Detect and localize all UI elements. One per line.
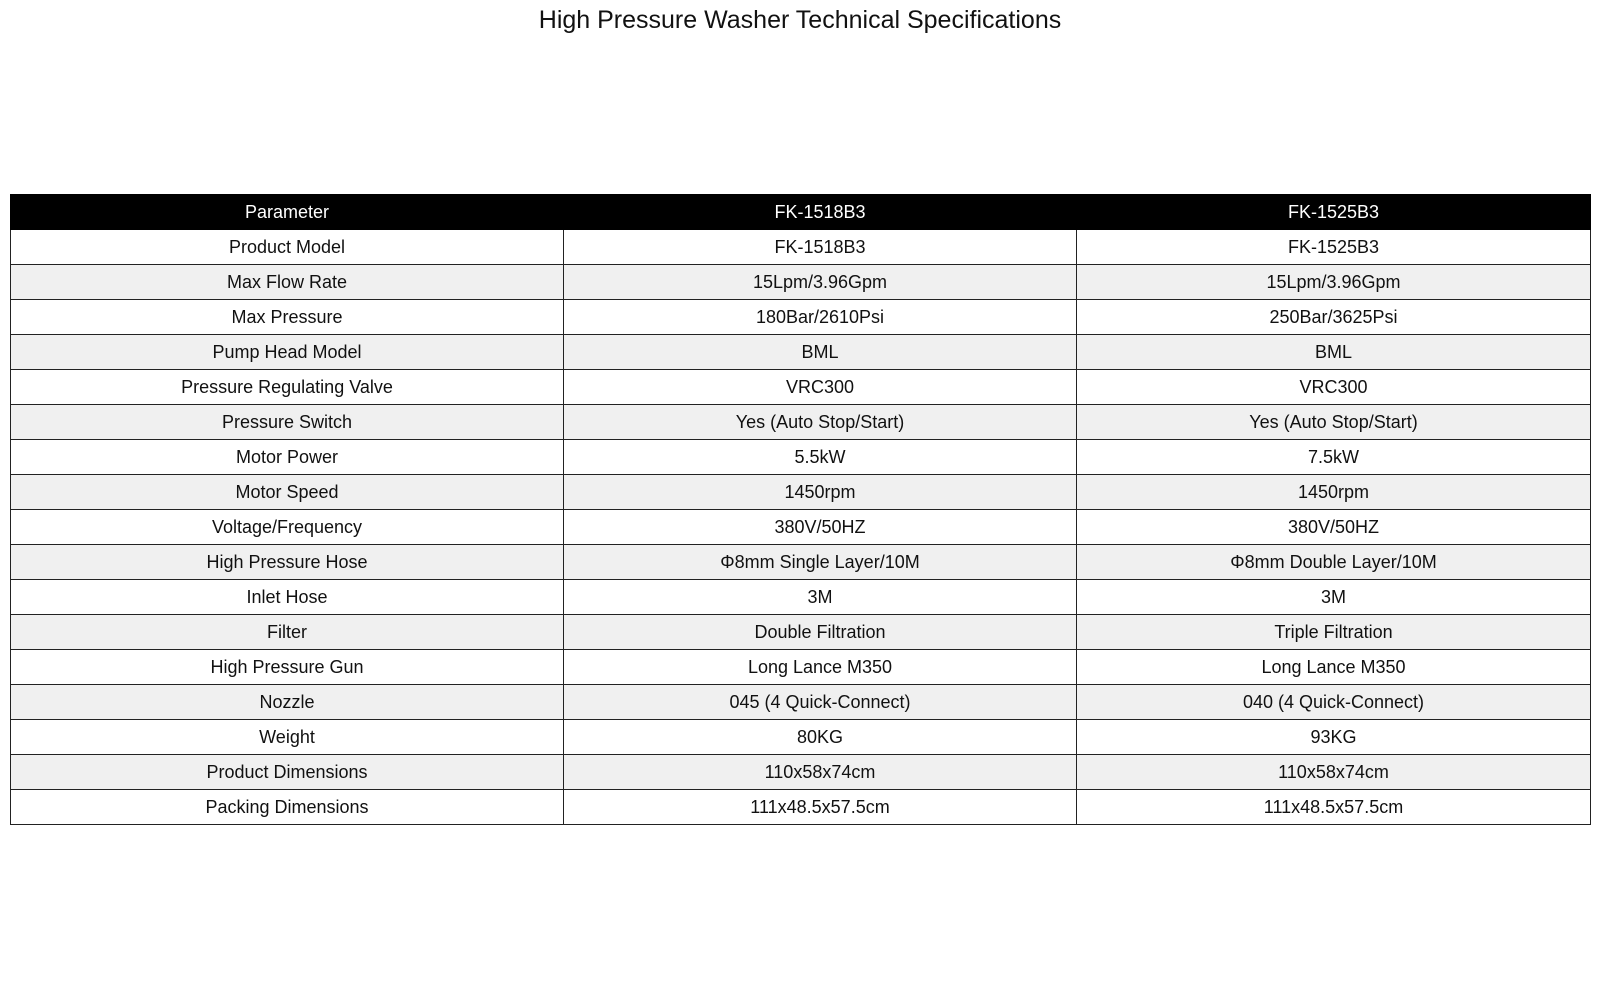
table-row (11, 265, 1591, 300)
cell-parameter: Max Flow Rate (11, 265, 564, 300)
cell-model-2: FK-1525B3 (1077, 230, 1591, 265)
table-row (11, 545, 1591, 580)
cell-parameter: Max Pressure (11, 300, 564, 335)
cell-parameter: High Pressure Gun (11, 650, 564, 685)
cell-parameter: Inlet Hose (11, 580, 564, 615)
cell-model-2: 250Bar/3625Psi (1077, 300, 1591, 335)
cell-model-1: Long Lance M350 (564, 650, 1077, 685)
cell-model-2: BML (1077, 335, 1591, 370)
cell-model-1: 045 (4 Quick-Connect) (564, 685, 1077, 720)
table-row (11, 405, 1591, 440)
cell-model-1: Yes (Auto Stop/Start) (564, 405, 1077, 440)
cell-model-2: 3M (1077, 580, 1591, 615)
cell-model-1: 3M (564, 580, 1077, 615)
table-row (11, 300, 1591, 335)
cell-parameter: Motor Power (11, 440, 564, 475)
table-row (11, 790, 1591, 825)
cell-parameter: Nozzle (11, 685, 564, 720)
cell-model-2: Triple Filtration (1077, 615, 1591, 650)
cell-model-2: Yes (Auto Stop/Start) (1077, 405, 1591, 440)
cell-model-1: 15Lpm/3.96Gpm (564, 265, 1077, 300)
table-row (11, 685, 1591, 720)
cell-model-1: 5.5kW (564, 440, 1077, 475)
table-row (11, 510, 1591, 545)
header-model-2: FK-1525B3 (1077, 195, 1591, 230)
cell-model-2: 1450rpm (1077, 475, 1591, 510)
table-row (11, 755, 1591, 790)
cell-model-1: 110x58x74cm (564, 755, 1077, 790)
cell-model-1: 180Bar/2610Psi (564, 300, 1077, 335)
header-model-1: FK-1518B3 (564, 195, 1077, 230)
table-body (11, 230, 1591, 825)
cell-parameter: High Pressure Hose (11, 545, 564, 580)
cell-model-1: Φ8mm Single Layer/10M (564, 545, 1077, 580)
cell-model-2: 110x58x74cm (1077, 755, 1591, 790)
cell-parameter: Product Dimensions (11, 755, 564, 790)
table-row (11, 230, 1591, 265)
table-header-row (11, 195, 1591, 230)
cell-model-1: 111x48.5x57.5cm (564, 790, 1077, 825)
cell-model-2: 93KG (1077, 720, 1591, 755)
cell-model-2: VRC300 (1077, 370, 1591, 405)
header-parameter: Parameter (11, 195, 564, 230)
cell-parameter: Motor Speed (11, 475, 564, 510)
cell-parameter: Weight (11, 720, 564, 755)
table-row (11, 475, 1591, 510)
cell-model-1: Double Filtration (564, 615, 1077, 650)
table-row (11, 370, 1591, 405)
cell-model-2: 380V/50HZ (1077, 510, 1591, 545)
page-title: High Pressure Washer Technical Specifications (538, 6, 1062, 34)
cell-model-2: Φ8mm Double Layer/10M (1077, 545, 1591, 580)
table-row (11, 650, 1591, 685)
cell-model-1: 1450rpm (564, 475, 1077, 510)
table-row (11, 615, 1591, 650)
cell-parameter: Packing Dimensions (11, 790, 564, 825)
cell-model-1: VRC300 (564, 370, 1077, 405)
table-row (11, 335, 1591, 370)
spec-table (10, 194, 1591, 825)
cell-parameter: Pressure Switch (11, 405, 564, 440)
table-row (11, 720, 1591, 755)
cell-parameter: Pressure Regulating Valve (11, 370, 564, 405)
cell-parameter: Pump Head Model (11, 335, 564, 370)
cell-model-2: 040 (4 Quick-Connect) (1077, 685, 1591, 720)
table-row (11, 580, 1591, 615)
cell-model-2: Long Lance M350 (1077, 650, 1591, 685)
cell-model-2: 15Lpm/3.96Gpm (1077, 265, 1591, 300)
cell-parameter: Filter (11, 615, 564, 650)
cell-model-2: 7.5kW (1077, 440, 1591, 475)
cell-model-1: FK-1518B3 (564, 230, 1077, 265)
cell-parameter: Voltage/Frequency (11, 510, 564, 545)
cell-model-1: BML (564, 335, 1077, 370)
cell-model-1: 380V/50HZ (564, 510, 1077, 545)
cell-parameter: Product Model (11, 230, 564, 265)
table-row (11, 440, 1591, 475)
cell-model-2: 111x48.5x57.5cm (1077, 790, 1591, 825)
cell-model-1: 80KG (564, 720, 1077, 755)
